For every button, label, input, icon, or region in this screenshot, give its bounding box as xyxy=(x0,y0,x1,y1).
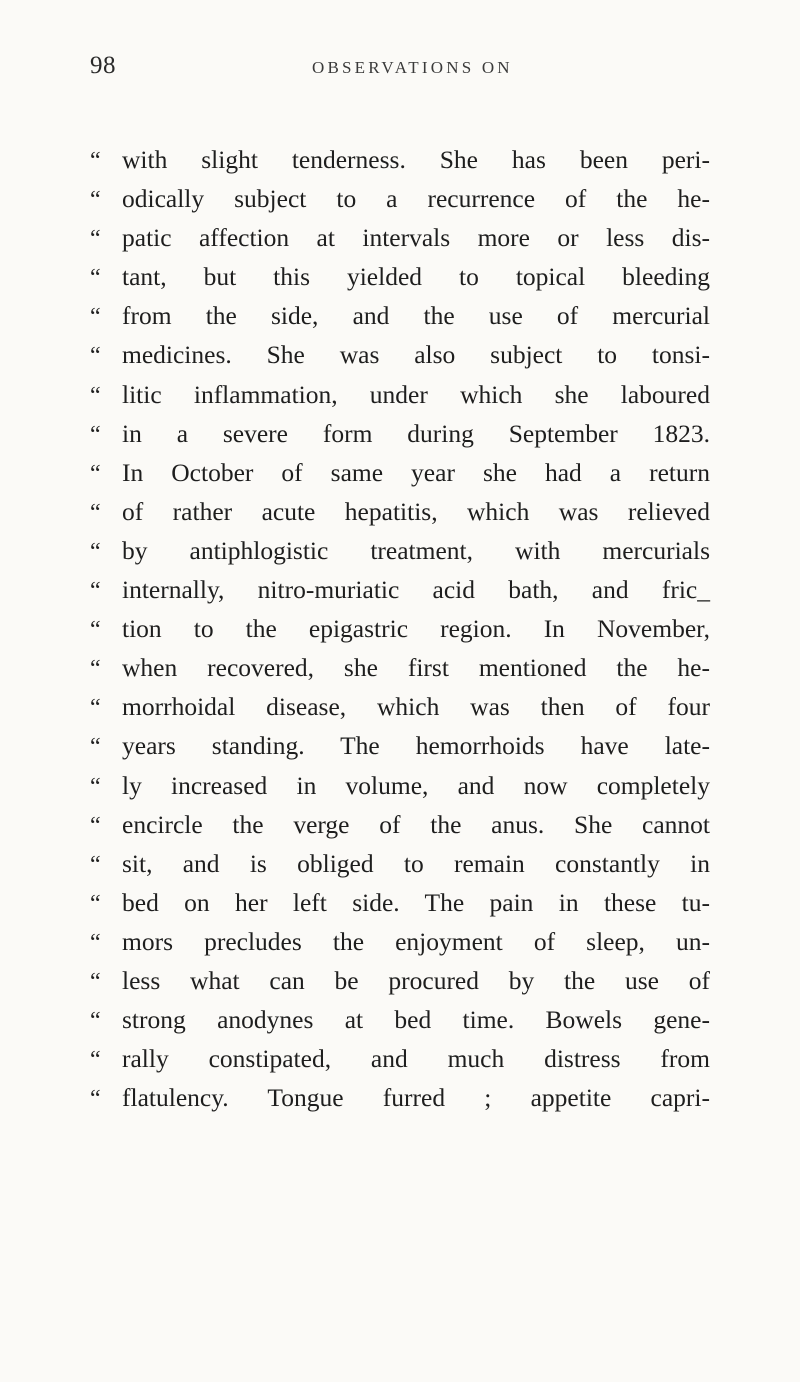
line-text: In October of same year she had a return xyxy=(122,457,710,487)
line-text: medicines. She was also subject to tonsi- xyxy=(122,340,710,370)
quote-mark: “ xyxy=(90,265,101,292)
quote-mark: “ xyxy=(90,1008,101,1035)
text-line xyxy=(90,375,710,414)
text-line xyxy=(90,1000,710,1039)
running-head xyxy=(90,52,710,92)
quote-mark: “ xyxy=(90,148,101,174)
text-line xyxy=(90,766,710,805)
text-line xyxy=(90,140,710,179)
text-line xyxy=(90,218,710,257)
line-text: tion to the epigastric region. In November, xyxy=(122,614,710,644)
line-text: with slight tenderness. She has been peri- xyxy=(122,145,710,174)
quote-mark: “ xyxy=(90,538,101,565)
line-text: when recovered, she first mentioned the he- xyxy=(122,653,710,683)
body-text xyxy=(90,140,710,1117)
text-line xyxy=(90,570,710,609)
line-text: sit, and is obliged to remain constantly in xyxy=(122,848,710,878)
quote-mark: “ xyxy=(90,499,101,526)
running-head-title: OBSERVATIONS ON xyxy=(312,58,513,77)
quote-mark: “ xyxy=(90,851,101,878)
text-line xyxy=(90,805,710,844)
quote-mark: “ xyxy=(90,890,101,917)
line-text: mors precludes the enjoyment of sleep, un- xyxy=(122,926,710,956)
text-line xyxy=(90,531,710,570)
quote-mark: “ xyxy=(90,343,101,370)
text-line xyxy=(90,1078,710,1117)
line-text: morrhoidal disease, which was then of four xyxy=(122,692,710,722)
quote-mark: “ xyxy=(90,304,101,331)
quote-mark: “ xyxy=(90,421,101,448)
text-line xyxy=(90,883,710,922)
quote-mark: “ xyxy=(90,226,101,253)
text-line xyxy=(90,257,710,296)
line-text: years standing. The hemorrhoids have late- xyxy=(122,731,710,761)
line-text: ly increased in volume, and now completely xyxy=(122,770,710,800)
line-text: in a severe form during September 1823. xyxy=(122,418,710,448)
text-line xyxy=(90,726,710,765)
text-line xyxy=(90,296,710,335)
line-text: odically subject to a recurrence of the he- xyxy=(122,184,710,214)
quote-mark: “ xyxy=(90,773,101,800)
text-line xyxy=(90,844,710,883)
quote-mark: “ xyxy=(90,734,101,761)
text-line xyxy=(90,687,710,726)
quote-mark: “ xyxy=(90,460,101,487)
quote-mark: “ xyxy=(90,1047,101,1074)
text-line xyxy=(90,179,710,218)
quote-mark: “ xyxy=(90,617,101,644)
quote-mark: “ xyxy=(90,929,101,956)
page-number: 98 xyxy=(90,52,116,79)
line-text: flatulency. Tongue furred ; appetite capri- xyxy=(122,1083,710,1113)
line-text: by antiphlogistic treatment, with mercurials xyxy=(122,535,710,565)
text-line xyxy=(90,648,710,687)
line-text: from the side, and the use of mercurial xyxy=(122,301,710,331)
text-line xyxy=(90,453,710,492)
line-text: rally constipated, and much distress from xyxy=(122,1044,710,1074)
quote-mark: “ xyxy=(90,187,101,214)
line-text: patic affection at intervals more or less dis- xyxy=(122,223,710,253)
line-text: tant, but this yielded to topical bleeding xyxy=(122,262,710,292)
line-text: less what can be procured by the use of xyxy=(122,965,710,995)
quote-mark: “ xyxy=(90,968,101,995)
quote-mark: “ xyxy=(90,578,101,605)
line-text: encircle the verge of the anus. She cannot xyxy=(122,809,710,839)
text-line xyxy=(90,609,710,648)
line-text: litic inflammation, under which she laboured xyxy=(122,379,710,409)
line-text: bed on her left side. The pain in these tu- xyxy=(122,887,710,917)
quote-mark: “ xyxy=(90,656,101,683)
quote-mark: “ xyxy=(90,1086,101,1113)
quote-mark: “ xyxy=(90,382,101,409)
text-line xyxy=(90,414,710,453)
text-line xyxy=(90,922,710,961)
text-line xyxy=(90,335,710,374)
text-line xyxy=(90,492,710,531)
line-text: strong anodynes at bed time. Bowels gene- xyxy=(122,1005,710,1035)
text-line xyxy=(90,961,710,1000)
text-line xyxy=(90,1039,710,1078)
line-text: internally, nitro-muriatic acid bath, and fric_ xyxy=(122,575,710,605)
line-text: of rather acute hepatitis, which was relieved xyxy=(122,496,710,526)
quote-mark: “ xyxy=(90,695,101,722)
quote-mark: “ xyxy=(90,812,101,839)
